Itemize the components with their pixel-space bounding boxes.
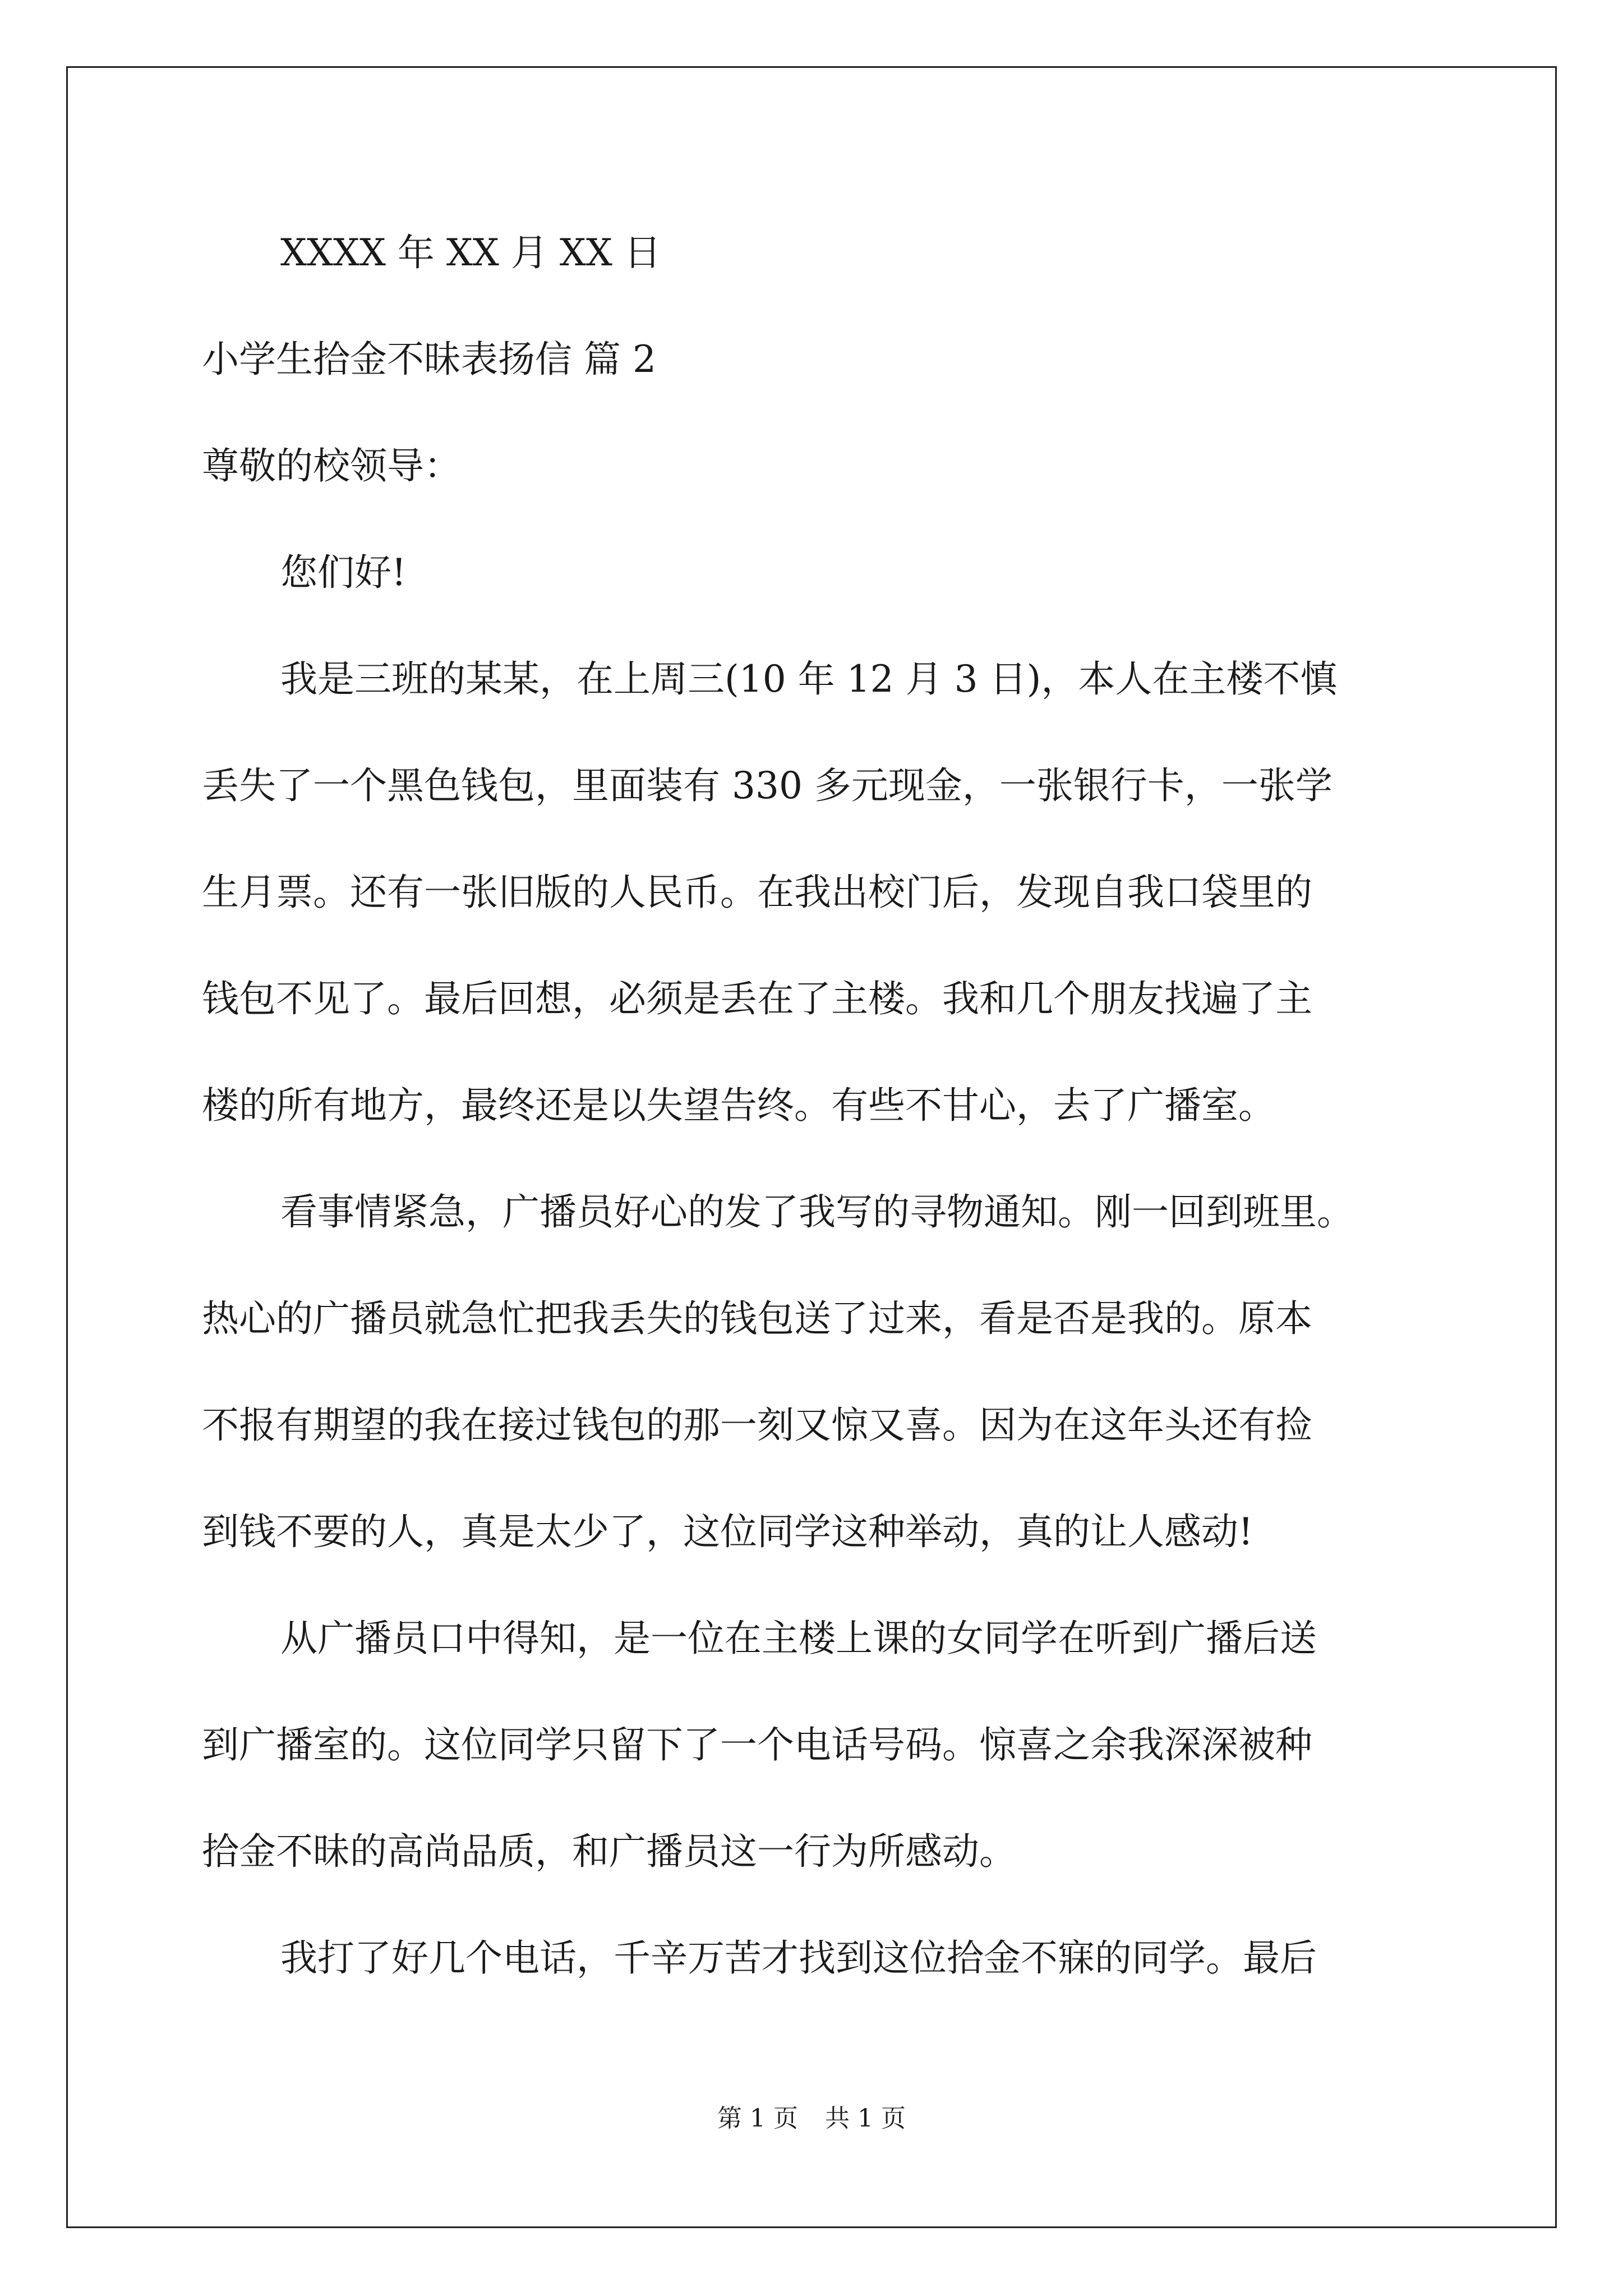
body-line: 不报有期望的我在接过钱包的那一刻又惊又喜。因为在这年头还有捡	[202, 1404, 1312, 1447]
page-footer	[0, 2106, 1623, 2131]
page-border	[66, 66, 1557, 2228]
page-number: 第 1 页	[717, 2104, 798, 2133]
greeting: 您们好!	[280, 551, 407, 594]
salutation: 尊敬的校领导：	[202, 444, 461, 487]
body-line: 我打了好几个电话，千辛万苦才找到这位拾金不寐的同学。最后	[280, 1936, 1317, 1980]
body-line: 到广播室的。这位同学只留下了一个电话号码。惊喜之余我深深被种	[202, 1723, 1312, 1766]
body-line: 楼的所有地方，最终还是以失望告终。有些不甘心，去了广播室。	[202, 1084, 1275, 1127]
body-line: 看事情紧急，广播员好心的发了我写的寻物通知。刚一回到班里。	[280, 1190, 1354, 1234]
body-line: 到钱不要的人，真是太少了，这位同学这种举动，真的让人感动!	[202, 1510, 1253, 1553]
page-total: 共 1 页	[825, 2104, 906, 2133]
date-line: XXXX 年 XX 月 XX 日	[280, 231, 661, 274]
body-line: 拾金不昧的高尚品质，和广播员这一行为所感动。	[202, 1830, 1016, 1873]
body-line: 丢失了一个黑色钱包，里面装有 330 多元现金，一张银行卡，一张学	[202, 764, 1332, 807]
body-line: 钱包不见了。最后回想，必须是丢在了主楼。我和几个朋友找遍了主	[202, 977, 1312, 1020]
body-line: 生月票。还有一张旧版的人民币。在我出校门后，发现自我口袋里的	[202, 871, 1312, 914]
body-line: 我是三班的某某，在上周三(10 年 12 月 3 日)，本人在主楼不慎	[280, 657, 1338, 701]
letter-title: 小学生拾金不昧表扬信 篇 2	[202, 338, 656, 381]
body-line: 热心的广播员就急忙把我丢失的钱包送了过来，看是否是我的。原本	[202, 1297, 1312, 1340]
body-line: 从广播员口中得知，是一位在主楼上课的女同学在听到广播后送	[280, 1617, 1317, 1660]
